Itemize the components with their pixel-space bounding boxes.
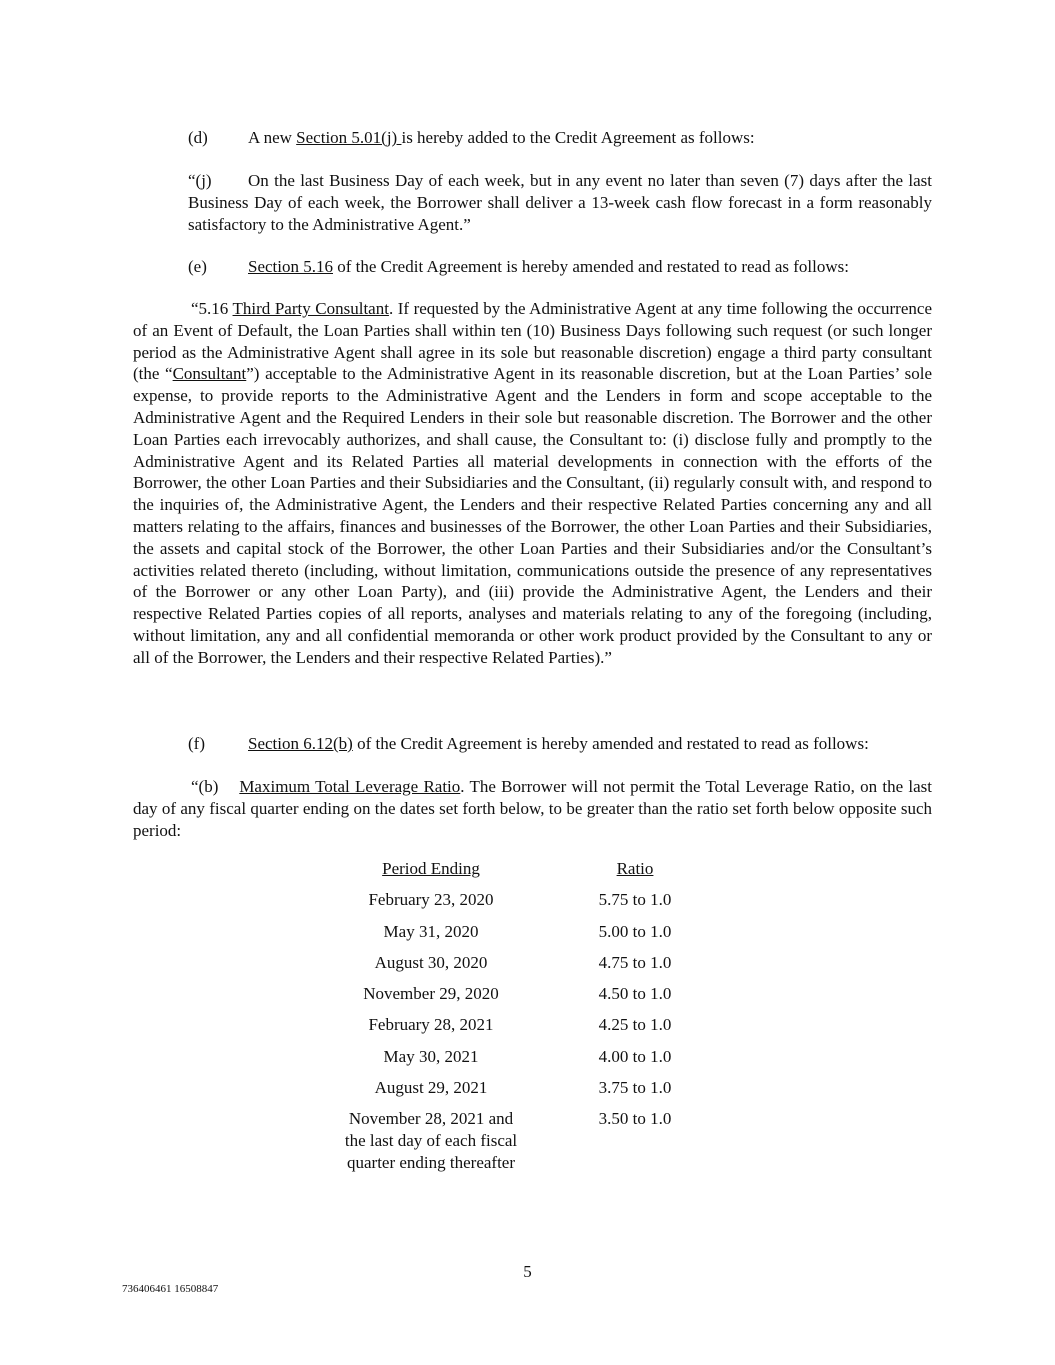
paragraph-label: “(j) [188, 171, 212, 190]
period-cell: August 29, 2021 [374, 1078, 488, 1098]
section-heading: Third Party Consultant [232, 299, 389, 318]
period-cell: August 30, 2020 [374, 952, 488, 972]
ratio-cell: 4.00 to 1.0 [598, 1046, 672, 1066]
defined-term: Consultant [172, 364, 247, 384]
period-cell [322, 1108, 540, 1174]
period-cell: November 29, 2020 [363, 984, 499, 1004]
column-header-ratio: Ratio [616, 859, 654, 878]
section-number: “(b) [191, 777, 240, 796]
table-row [322, 983, 730, 1014]
period-line: the last day of each fiscal [344, 1131, 518, 1151]
section-reference-link[interactable]: Section 6.12(b) [248, 734, 353, 753]
paragraph-text: of the Credit Agreement is hereby amended and restated to read as follows: [352, 734, 869, 753]
paragraph-d [188, 127, 948, 149]
paragraph-text: . The Borrower will not permit the Total Leverage Ratio, on the last day of any fiscal quarter ending on the dates set forth below, to be greater than the ratio set forth below opposite such period: [133, 777, 932, 840]
table-row [322, 889, 730, 920]
ratio-cell: 4.75 to 1.0 [598, 952, 672, 972]
leverage-ratio-table [322, 858, 730, 1174]
table-row [322, 1046, 730, 1077]
section-6-12-b-quote [133, 776, 932, 841]
ratio-cell: 3.50 to 1.0 [598, 1109, 672, 1129]
section-reference-link[interactable]: Section 5.01(j) [296, 128, 402, 147]
period-cell: May 30, 2021 [383, 1046, 479, 1066]
table-row [322, 1014, 730, 1045]
paragraph-label: (f) [188, 734, 205, 753]
ratio-cell: 5.75 to 1.0 [598, 890, 672, 910]
table-row [322, 1077, 730, 1108]
period-line: November 28, 2021 and [348, 1109, 514, 1129]
paragraph-label: (d) [188, 128, 208, 147]
table-header-row [322, 858, 730, 889]
paragraph-text: of the Credit Agreement is hereby amended and restated to read as follows: [333, 257, 849, 276]
section-number: “5.16 [191, 299, 233, 318]
paragraph-text: On the last Business Day of each week, but in any event no later than seven (7) days after the last Business Day of each week, the Borrower shall deliver a 13-week cash flow forecast in a form reasonably satisfactory to the Administrative Agent.” [188, 171, 932, 234]
paragraph-f [188, 733, 948, 755]
paragraph-text: ”) acceptable to the Administrative Agent in its reasonable discretion, but at the Loan Parties’ sole expense, to provide reports to the Administrative Agent and the Lenders in form and scope acceptable to the Administrative Agent and the Required Lenders in their sole but reasonable discretion. The Borrower and the other Loan Parties each irrevocably authorizes, and shall cause, the Consultant to: (i) disclose fully and promptly to the Administrative Agent and its Related Parties all material developments in connection with the efforts of the Borrower, the other Loan Parties and their Subsidiaries and the Consultant, (ii) regularly consult with, and respond to the inquiries of, the Administrative Agent, the Lenders and their respective Related Parties concerning any and all matters relating to the affairs, finances and businesses of the Borrower, the other Loan Parties and their Subsidiaries, the assets and capital stock of the Borrower, the other Loan Parties and their Subsidiaries and/or the Consultant’s activities related thereto (including, without limitation, communications outside the presence of any representatives of the Borrower or any other Loan Party), and (iii) provide the Administrative Agent, the Lenders and their respective Related Parties copies of all reports, analyses and materials relating to any of the foregoing (including, without limitation, any and all confidential memoranda or other work product provided by the Consultant to any or all of the Borrower, the Lenders and their respective Related Parties).” [133, 364, 932, 667]
ratio-cell: 4.50 to 1.0 [598, 984, 672, 1004]
paragraph-text: is hereby added to the Credit Agreement as follows: [401, 128, 755, 147]
section-heading: Maximum Total Leverage Ratio [239, 777, 461, 796]
period-line: quarter ending thereafter [346, 1152, 516, 1172]
period-cell: February 23, 2020 [368, 890, 494, 910]
paragraph-e [188, 256, 948, 278]
period-cell: February 28, 2021 [368, 1015, 494, 1035]
ratio-cell: 5.00 to 1.0 [598, 921, 672, 941]
table-row [322, 921, 730, 952]
column-header-period-ending: Period Ending [382, 859, 480, 878]
paragraph-label: (e) [188, 257, 207, 276]
ratio-cell: 3.75 to 1.0 [598, 1078, 672, 1098]
ratio-cell: 4.25 to 1.0 [598, 1015, 672, 1035]
table-row [322, 1108, 730, 1174]
paragraph-text: A new [248, 128, 297, 147]
period-cell: May 31, 2020 [383, 921, 479, 941]
page-number: 5 [523, 1262, 532, 1281]
paragraph-j-quote [188, 170, 932, 235]
section-5-16-quote [133, 298, 932, 669]
section-reference-link[interactable]: Section 5.16 [248, 257, 333, 276]
table-row [322, 952, 730, 983]
paragraph-text: . If requested by the Administrative Agent at any time following the occurrence of an Event of Default, the Loan Parties shall within ten (10) Business Days following such request (or such longer period as the Administrative Agent shall agree in its sole but reasonable discretion) engage a third party consultant (the “ [133, 299, 932, 384]
document-id: 736406461 16508847 [122, 1283, 219, 1295]
